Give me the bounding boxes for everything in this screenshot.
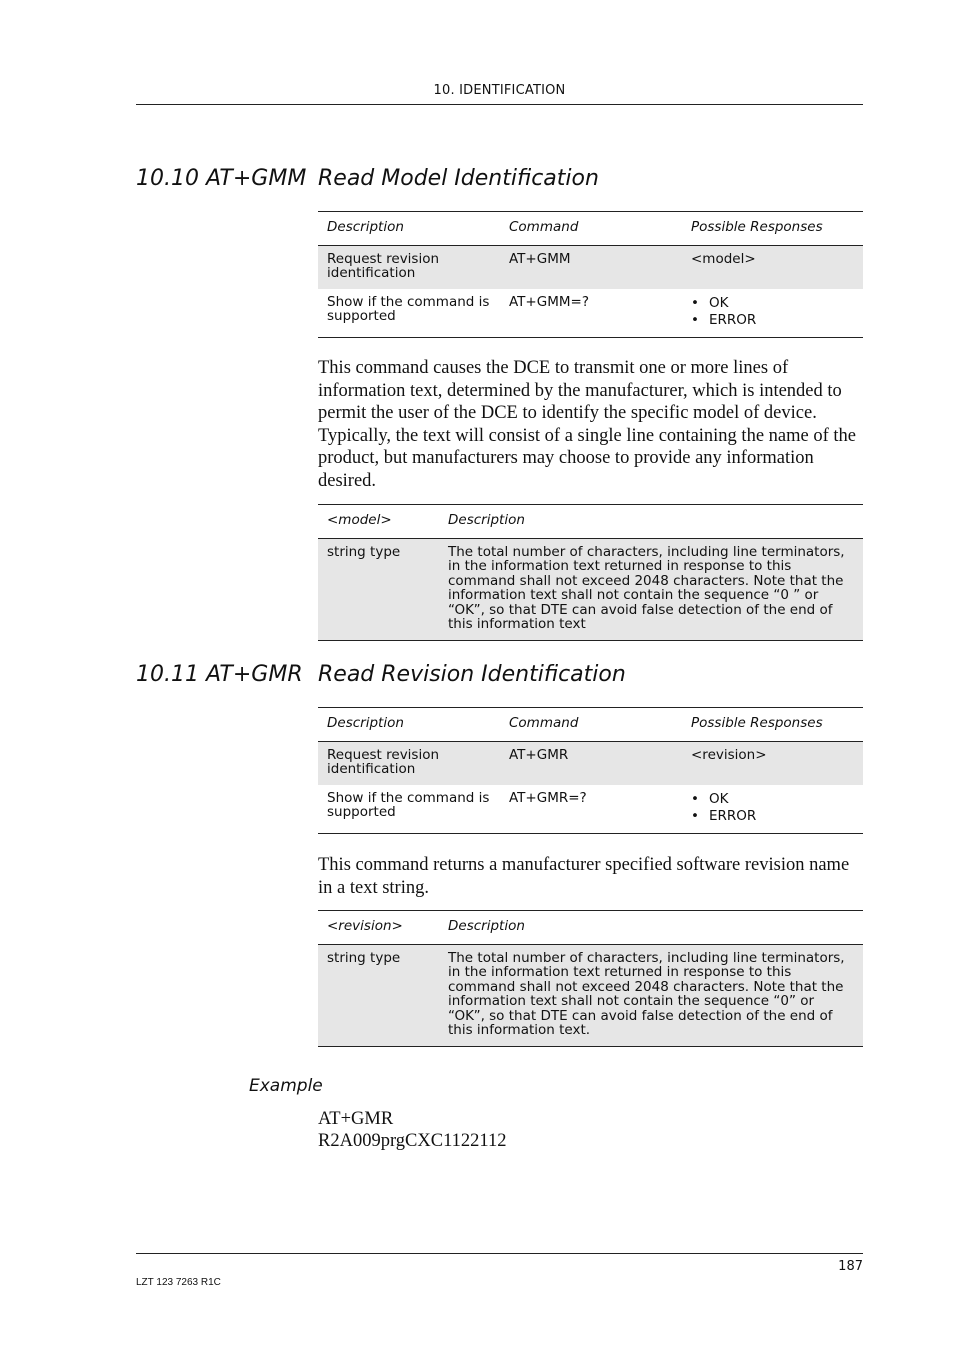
row-description: Request revision identification: [318, 741, 500, 785]
column-header: Possible Responses: [682, 212, 863, 246]
column-header: Description: [439, 505, 863, 539]
column-header: Command: [500, 212, 682, 246]
column-header: Possible Responses: [682, 708, 863, 742]
parameter-description: The total number of characters, including line terminators, in the information text returned in response to this command shall not exceed 2048 characters. Note that the information text shall not contain the sequence “0” or “OK”, so that DTE can avoid false detection of the end of this information text.: [439, 944, 863, 1046]
table-row: [318, 944, 863, 1046]
column-header: Description: [318, 708, 500, 742]
response-item: • OK: [691, 791, 854, 808]
command-table-gmm: [318, 211, 863, 338]
table-row: [318, 741, 863, 785]
response-item: • ERROR: [691, 808, 854, 825]
table-row: [318, 785, 863, 834]
response-item: • ERROR: [691, 312, 854, 329]
parameter-value: string type: [318, 538, 439, 640]
command-table-gmr: [318, 707, 863, 834]
document-id: LZT 123 7263 R1C: [136, 1277, 221, 1288]
parameter-table-model: [318, 504, 863, 641]
row-command: AT+GMR=?: [500, 785, 682, 834]
parameter-table-revision: [318, 910, 863, 1047]
row-response: <model>: [682, 245, 863, 289]
row-description: Show if the command is supported: [318, 785, 500, 834]
example-line: AT+GMR: [318, 1109, 394, 1129]
section-number: 10.11 AT+GMR: [136, 662, 303, 687]
row-command: AT+GMM=?: [500, 289, 682, 338]
row-response: [682, 289, 863, 338]
section-number: 10.10 AT+GMM: [136, 166, 307, 191]
running-header: 10. IDENTIFICATION: [433, 83, 566, 98]
column-header: Command: [500, 708, 682, 742]
response-item: • OK: [691, 295, 854, 312]
example-line: R2A009prgCXC1122112: [318, 1131, 507, 1151]
row-command: AT+GMR: [500, 741, 682, 785]
footer-rule: [136, 1253, 863, 1254]
row-response: [682, 785, 863, 834]
parameter-description: The total number of characters, including line terminators, in the information text returned in response to this command shall not exceed 2048 characters. Note that the information text shall not contain the sequence “0 ” or “OK”, so that DTE can avoid false detection of the end of this information text: [439, 538, 863, 640]
column-header: <model>: [318, 505, 439, 539]
row-description: Show if the command is supported: [318, 289, 500, 338]
page-number: 187: [838, 1259, 863, 1274]
parameter-value: string type: [318, 944, 439, 1046]
column-header: Description: [318, 212, 500, 246]
row-description: Request revision identification: [318, 245, 500, 289]
body-paragraph: This command returns a manufacturer specified software revision name in a text string.: [318, 855, 850, 898]
column-header: Description: [439, 911, 863, 945]
row-response: <revision>: [682, 741, 863, 785]
table-row: [318, 289, 863, 338]
body-paragraph: This command causes the DCE to transmit one or more lines of information text, determined by the manufacturer, which is intended to permit the user of the DCE to identify the specific model of device. Typically, the text will consist of a single line containing the name of the product, but manufacturers may choose to provide any information desired.: [318, 358, 856, 491]
table-row: [318, 245, 863, 289]
example-label: Example: [249, 1076, 323, 1096]
row-command: AT+GMM: [500, 245, 682, 289]
header-rule: [136, 104, 863, 105]
section-title: Read Revision Identification: [318, 662, 626, 687]
section-title: Read Model Identification: [318, 166, 599, 191]
column-header: <revision>: [318, 911, 439, 945]
table-row: [318, 538, 863, 640]
